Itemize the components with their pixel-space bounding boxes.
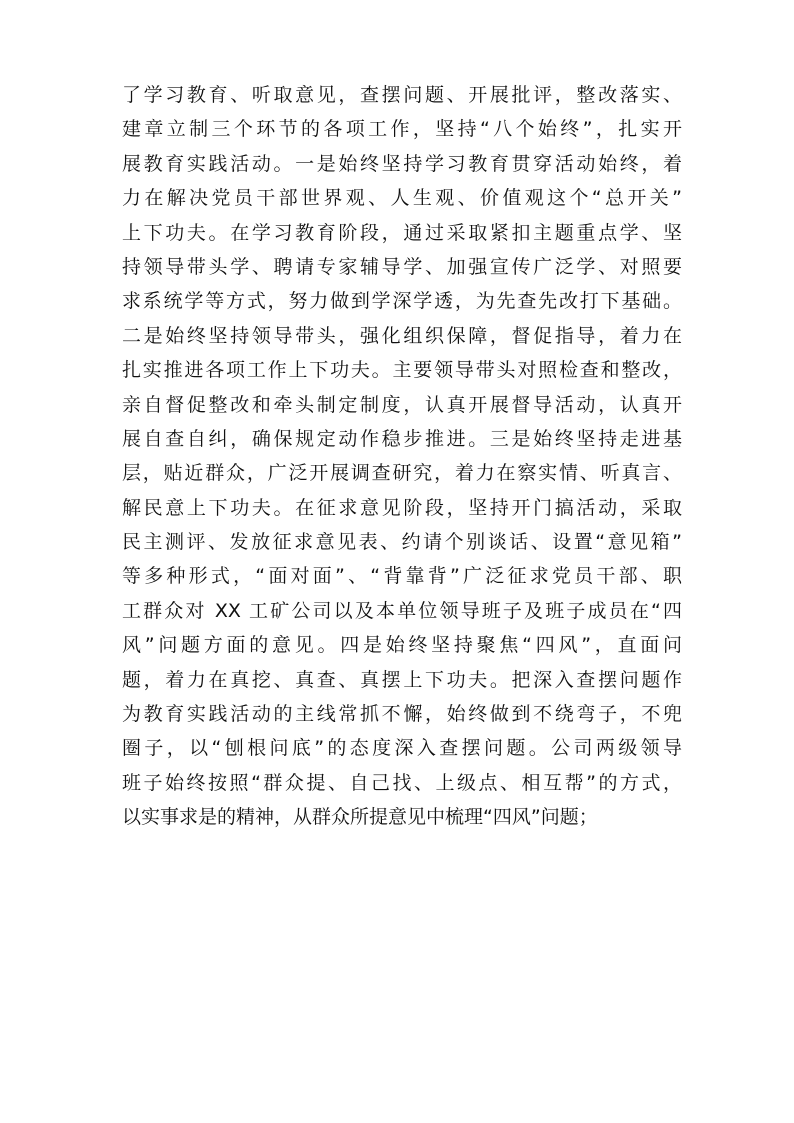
text-line: 展自查自纠，确保规定动作稳步推进。三是始终坚持走进基 [122,427,682,450]
text-line: 二是始终坚持领导带头，强化组织保障，督促指导，着力在 [122,324,682,347]
text-line: 题，着力在真挖、真查、真摆上下功夫。把深入查摆问题作 [122,668,682,691]
text-line: 上下功夫。在学习教育阶段，通过采取紧扣主题重点学、坚 [122,221,682,244]
text-line: 建章立制三个环节的各项工作，坚持“八个始终”，扎实开 [122,118,682,141]
text-line: 解民意上下功夫。在征求意见阶段，坚持开门搞活动，采取 [122,496,682,519]
text-line: 圈子，以“刨根问底”的态度深入查摆问题。公司两级领导 [122,737,682,760]
text-line: 为教育实践活动的主线常抓不懈，始终做到不绕弯子，不兜 [122,703,682,726]
text-line: 持领导带头学、聘请专家辅导学、加强宣传广泛学、对照要 [122,255,682,278]
text-line: 以实事求是的精神，从群众所提意见中梳理“四风”问题； [122,806,598,829]
text-line: 求系统学等方式，努力做到学深学透，为先查先改打下基础。 [122,290,682,313]
text-line: 层，贴近群众，广泛开展调查研究，着力在察实情、听真言、 [122,462,682,485]
text-line: 风”问题方面的意见。四是始终坚持聚焦“四风”，直面问 [122,634,682,657]
text-line: 扎实推进各项工作上下功夫。主要领导带头对照检查和整改， [122,359,682,382]
text-line: 工群众对 XX 工矿公司以及本单位领导班子及班子成员在“四 [122,599,682,622]
body-paragraph [122,78,682,835]
text-line: 力在解决党员干部世界观、人生观、价值观这个“总开关” [122,187,682,210]
text-line: 民主测评、发放征求意见表、约请个别谈话、设置“意见箱” [122,531,682,554]
text-line: 了学习教育、听取意见，查摆问题、开展批评，整改落实、 [122,84,682,106]
text-line: 等多种形式，“面对面”、“背靠背”广泛征求党员干部、职 [122,565,682,588]
text-line: 展教育实践活动。一是始终坚持学习教育贯穿活动始终，着 [122,152,682,175]
text-line: 亲自督促整改和牵头制定制度，认真开展督导活动，认真开 [122,393,682,416]
text-line: 班子始终按照“群众提、自己找、上级点、相互帮”的方式， [122,771,682,794]
